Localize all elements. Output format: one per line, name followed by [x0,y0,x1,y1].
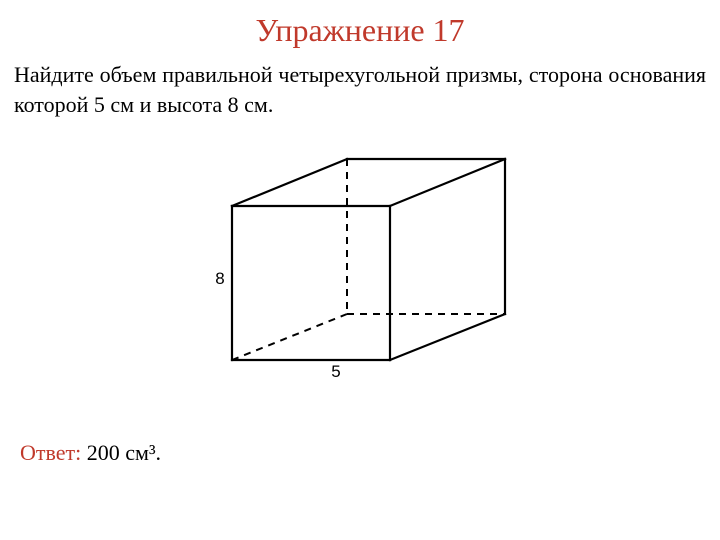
answer-value: 200 см³. [86,440,162,465]
problem-statement: Найдите объем правильной четырехугольной призмы, сторона основания которой 5 см и высота 8 см. [14,62,706,117]
top-right-depth-edge [390,159,505,206]
slide-title: Упражнение 17 [255,12,465,48]
answer-line [20,438,161,468]
prism-visible-edges [232,159,505,360]
top-left-depth-edge [232,159,347,206]
bottom-right-depth-edge [390,314,505,360]
hidden-bottom-left-depth-edge [232,314,347,360]
answer-label: Ответ: [20,440,82,465]
height-label: 8 [215,269,225,288]
side-label: 5 [331,362,341,381]
